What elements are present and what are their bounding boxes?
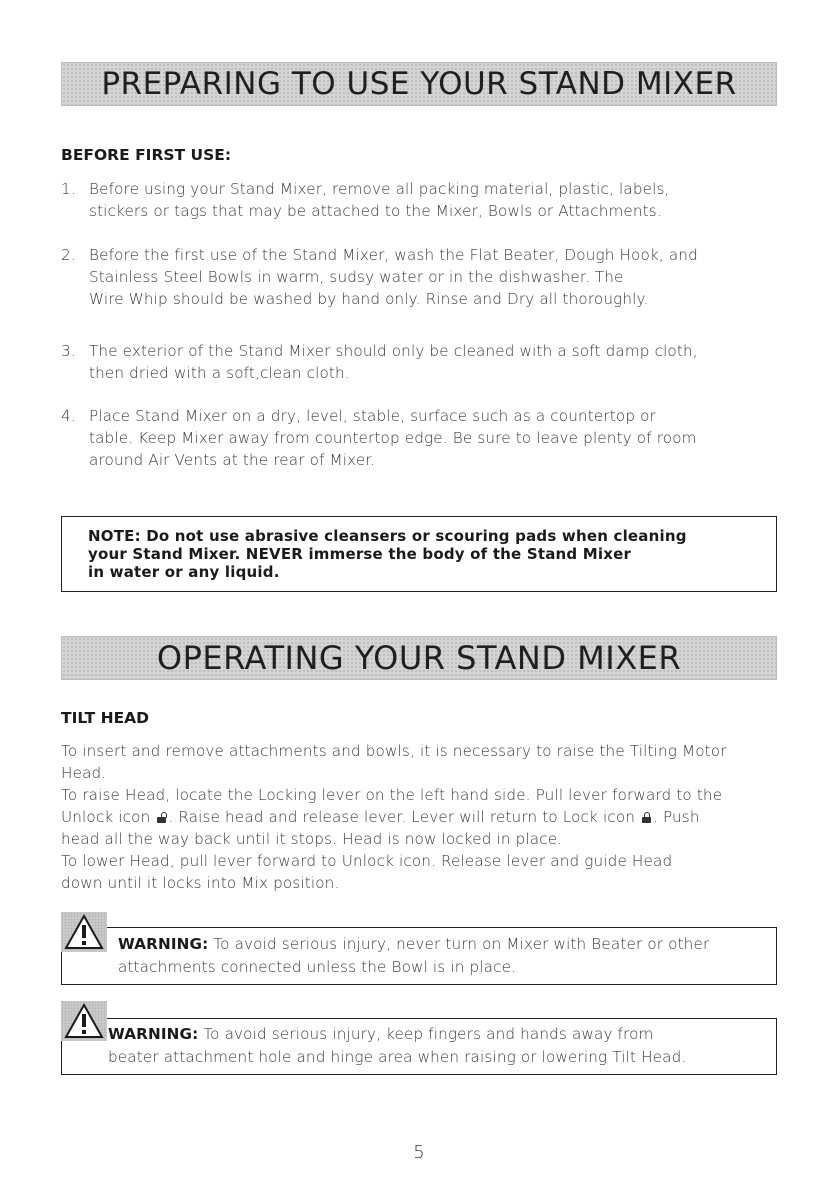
warning-line: To avoid serious injury, never turn on Mixer with Beater or other xyxy=(213,935,710,953)
tilt-head-instructions xyxy=(61,740,777,894)
item-line: Before the first use of the Stand Mixer, wash the Flat Beater, Dough Hook, and xyxy=(89,246,698,264)
para-line: head all the way back until it stops. Head is now locked in place. xyxy=(61,830,563,848)
item-line: Before using your Stand Mixer, remove all packing material, plastic, labels, xyxy=(89,180,670,198)
para-text: . Push xyxy=(653,808,700,826)
para-line: Head. xyxy=(61,764,107,782)
para-line xyxy=(61,806,777,828)
warning-line: attachments connected unless the Bowl is in place. xyxy=(118,958,517,976)
list-item xyxy=(61,178,805,222)
para-line: To lower Head, pull lever forward to Unlock icon. Release lever and guide Head xyxy=(61,852,673,870)
item-line: Stainless Steel Bowls in warm, sudsy water or in the dishwasher. The xyxy=(89,268,624,286)
section-banner-preparing xyxy=(61,62,777,106)
note-line: NOTE: Do not use abrasive cleansers or scouring pads when cleaning xyxy=(88,527,687,545)
para-line: To insert and remove attachments and bowls, it is necessary to raise the Tilting Motor xyxy=(61,742,727,760)
item-line: Wire Whip should be washed by hand only. Rinse and Dry all thoroughly. xyxy=(89,290,649,308)
para-text: Unlock icon xyxy=(61,808,151,826)
note-box xyxy=(61,516,777,592)
warning-line: To avoid serious injury, keep fingers and hands away from xyxy=(203,1025,654,1043)
warning-triangle-icon xyxy=(61,912,107,952)
tilt-head-heading: TILT HEAD xyxy=(61,709,150,727)
section-banner-operating xyxy=(61,636,777,680)
lock-icon xyxy=(642,812,651,823)
unlock-icon xyxy=(157,812,166,823)
item-line: stickers or tags that may be attached to the Mixer, Bowls or Attachments. xyxy=(89,202,662,220)
item-line: The exterior of the Stand Mixer should only be cleaned with a soft damp cloth, xyxy=(89,342,698,360)
before-first-use-heading: BEFORE FIRST USE: xyxy=(61,146,232,164)
note-line: in water or any liquid. xyxy=(88,563,280,581)
list-item xyxy=(61,405,805,471)
item-number: 3. xyxy=(61,342,76,360)
warning-text xyxy=(118,933,709,955)
warning-label: WARNING: xyxy=(118,935,209,953)
para-text: . Raise head and release lever. Lever will return to Lock icon xyxy=(168,808,636,826)
item-line: table. Keep Mixer away from countertop edge. Be sure to leave plenty of room xyxy=(89,429,697,447)
para-line: down until it locks into Mix position. xyxy=(61,874,340,892)
item-number: 4. xyxy=(61,407,76,425)
note-line: your Stand Mixer. NEVER immerse the body of the Stand Mixer xyxy=(88,545,632,563)
banner-title: PREPARING TO USE YOUR STAND MIXER xyxy=(101,65,737,102)
list-item xyxy=(61,244,805,310)
warning-triangle-icon xyxy=(61,1001,107,1041)
warning-line: beater attachment hole and hinge area when raising or lowering Tilt Head. xyxy=(108,1048,687,1066)
list-item xyxy=(61,340,805,384)
item-line: Place Stand Mixer on a dry, level, stable, surface such as a countertop or xyxy=(89,407,656,425)
warning-box xyxy=(61,927,777,985)
item-line: then dried with a soft,clean cloth. xyxy=(89,364,350,382)
item-number: 2. xyxy=(61,246,76,264)
para-line: To raise Head, locate the Locking lever on the left hand side. Pull lever forward to the xyxy=(61,786,723,804)
banner-title: OPERATING YOUR STAND MIXER xyxy=(156,639,682,677)
warning-text xyxy=(108,1023,654,1045)
item-number: 1. xyxy=(61,180,76,198)
page-number: 5 xyxy=(413,1142,425,1163)
item-line: around Air Vents at the rear of Mixer. xyxy=(89,451,376,469)
warning-box xyxy=(61,1018,777,1075)
warning-label: WARNING: xyxy=(108,1025,199,1043)
